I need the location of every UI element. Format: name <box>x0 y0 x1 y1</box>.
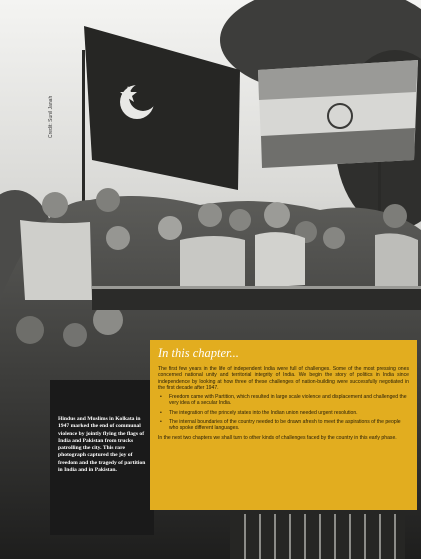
photo-credit: Credit: Sunil Janah <box>48 95 54 138</box>
chapter-point <box>158 394 409 407</box>
bullet-icon: • <box>160 409 162 416</box>
photo-caption-box <box>50 380 154 535</box>
chapter-point-text: The internal boundaries of the country needed to be drawn afresh to meet the aspirations of the people who spoke different languages. <box>169 419 401 432</box>
chapter-outro: In the next two chapters we shall turn to other kinds of challenges faced by the country in this early phase. <box>158 434 397 441</box>
chapter-intro: The first few years in the life of independent India were full of challenges. Some of the most pressing ones concerned national unity and territorial integrity of India. We begin the story of politics in India since independence by looking at how three of these challenges of nation-building were successfully negotiated in the first decade after 1947. <box>158 366 409 391</box>
bullet-icon: • <box>160 419 162 426</box>
chapter-point-text: The integration of the princely states into the Indian union needed urgent resolution. <box>169 409 358 416</box>
chapter-point <box>158 410 409 416</box>
chapter-overview-box <box>150 340 417 510</box>
chapter-point <box>158 419 409 432</box>
photo-caption: Hindus and Muslims in Kolkata in 1947 marked the end of communal violence by jointly flying the flags of India and Pakistan from trucks patrolling the city. This rare photograph captured the joy of freedom and the tragedy of partition in India and in Pakistan. <box>58 416 146 474</box>
chapter-title: In this chapter... <box>158 346 239 360</box>
chapter-point-text: Freedom came with Partition, which resulted in large scale violence and displacement and challenged the very idea of a secular India. <box>169 394 407 407</box>
chapter-points-list <box>158 394 409 431</box>
bullet-icon: • <box>160 394 162 401</box>
